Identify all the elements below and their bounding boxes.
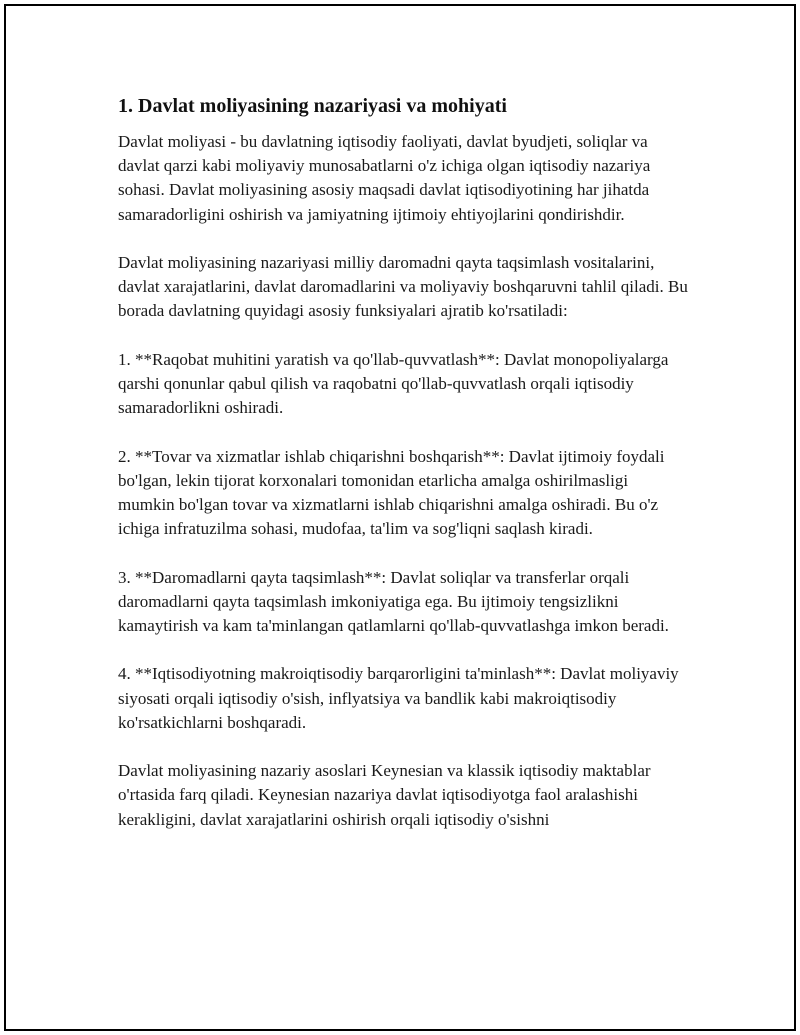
list-item-function-2: 2. **Tovar va xizmatlar ishlab chiqarishni boshqarish**: Davlat ijtimoiy foydali bo'lgan, lekin tijorat korxonalari tomonidan etarlicha amalga oshirilmasligi mumkin bo'lgan tovar va xizmatlarni ishlab chiqarishni amalga oshiradi. Bu o'z ichiga infratuzilma sohasi, mudofaa, ta'lim va sog'liqni saqlash kiradi. bbox=[118, 446, 665, 539]
list-item-function-1: 1. **Raqobat muhitini yaratish va qo'llab-quvvatlash**: Davlat monopoliyalarga qarshi qonunlar qabul qilish va raqobatni qo'llab-quvvatlash orqali iqtisodiy samaradorlikni oshiradi. bbox=[118, 349, 669, 418]
list-item-function-4: 4. **Iqtisodiyotning makroiqtisodiy barqarorligini ta'minlash**: Davlat moliyaviy siyosati orqali iqtisodiy o'sish, inflyatsiya va bandlik kabi makroiqtisodiy ko'rsatkichlarni boshqaradi. bbox=[118, 664, 679, 732]
document-body bbox=[118, 94, 688, 856]
paragraph-intro: Davlat moliyasi - bu davlatning iqtisodiy faoliyati, davlat byudjeti, soliqlar va davlat qarzi kabi moliyaviy munosabatlarni o'z ichiga olgan iqtisodiy nazariya sohasi. Davlat moliyasining asosiy maqsadi davlat iqtisodiyotining har jihatda samaradorligini oshirish va jamiyatning ijtimoiy ehtiyojlarini qondirishdir. bbox=[118, 132, 651, 224]
list-item-function-3: 3. **Daromadlarni qayta taqsimlash**: Davlat soliqlar va transferlar orqali daromadlarni qayta taqsimlash imkoniyatiga ega. Bu ijtimoiy tengsizlikni kamaytirish va kam ta'minlangan qatlamlarni qo'llab-quvvatlashga imkon beradi. bbox=[118, 567, 669, 635]
paragraph-schools: Davlat moliyasining nazariy asoslari Keynesian va klassik iqtisodiy maktablar o'rtasida farq qiladi. Keynesian nazariya davlat iqtisodiyotga faol aralashishi kerakligini, davlat xarajatlarini oshirish orqali iqtisodiy o'sishni bbox=[118, 761, 651, 829]
section-heading: 1. Davlat moliyasining nazariyasi va mohiyati bbox=[118, 95, 507, 117]
paragraph-theory: Davlat moliyasining nazariyasi milliy daromadni qayta taqsimlash vositalarini, davlat xarajatlarini, davlat daromadlarini va moliyaviy boshqaruvni tahlil qiladi. Bu borada davlatning quyidagi asosiy funksiyalari ajratib ko'rsatiladi: bbox=[118, 253, 688, 321]
